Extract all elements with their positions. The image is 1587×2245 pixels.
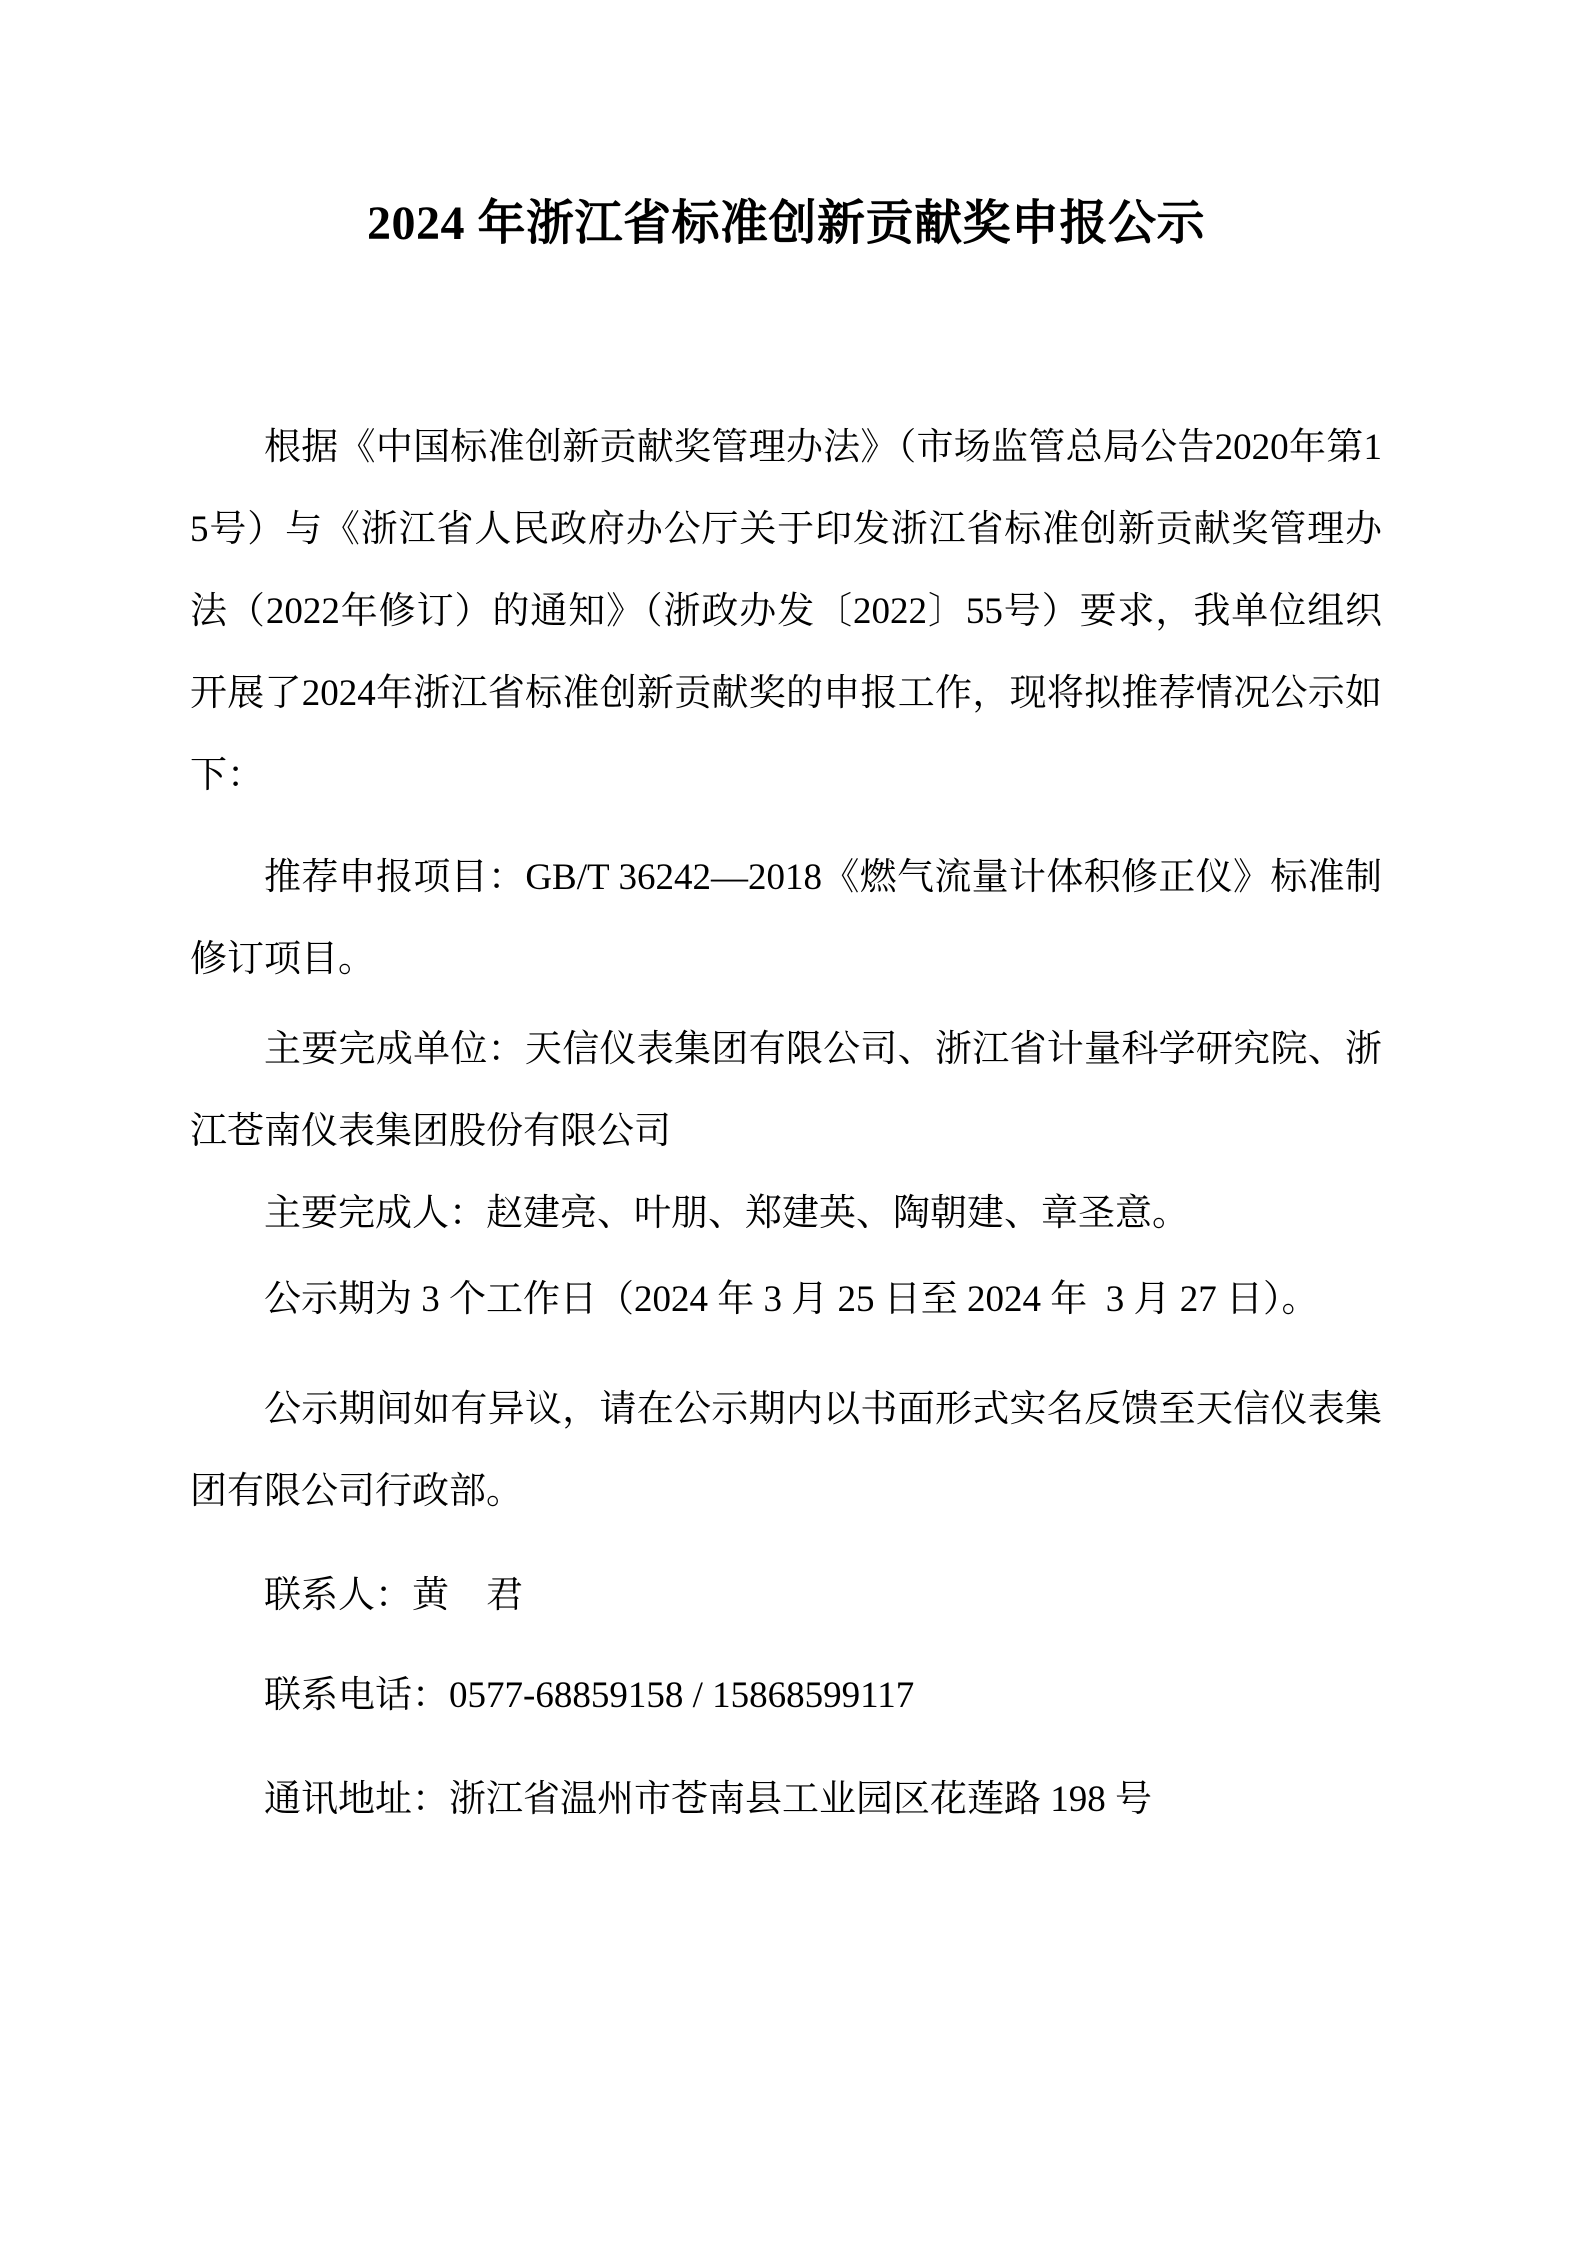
- paragraph-recommended-project: 推荐申报项目：GB/T 36242—2018《燃气流量计体积修正仪》标准制修订项目。: [190, 857, 1382, 980]
- contact-phone-line: 联系电话：0577-68859158 / 15868599117: [264, 1675, 915, 1716]
- paragraph-main-completers: 主要完成人：赵建亮、叶朋、郑建英、陶朝建、章圣意。: [264, 1193, 1189, 1234]
- paragraph-main-completing-units: 主要完成单位：天信仪表集团有限公司、浙江省计量科学研究院、浙江苍南仪表集团股份有限公司: [190, 1029, 1382, 1152]
- paragraph-legal-basis: 根据《中国标准创新贡献奖管理办法》（市场监管总局公告2020年第15号）与《浙江省人民政府办公厅关于印发浙江省标准创新贡献奖管理办法（2022年修订）的通知》（浙政办发〔2022〕55号）要求，我单位组织开展了2024年浙江省标准创新贡献奖的申报工作，现将拟推荐情况公示如下：: [190, 427, 1382, 796]
- document-title: 2024 年浙江省标准创新贡献奖申报公示: [366, 197, 1205, 250]
- paragraph-publicity-period: 公示期为 3 个工作日（2024 年 3 月 25 日至 2024 年 3 月 27 日）。: [264, 1279, 1319, 1320]
- paragraph-objection-instructions: 公示期间如有异议，请在公示期内以书面形式实名反馈至天信仪表集团有限公司行政部。: [190, 1389, 1382, 1512]
- contact-address-line: 通讯地址：浙江省温州市苍南县工业园区花莲路 198 号: [264, 1779, 1152, 1820]
- contact-person-line: 联系人：黄 君: [264, 1575, 523, 1616]
